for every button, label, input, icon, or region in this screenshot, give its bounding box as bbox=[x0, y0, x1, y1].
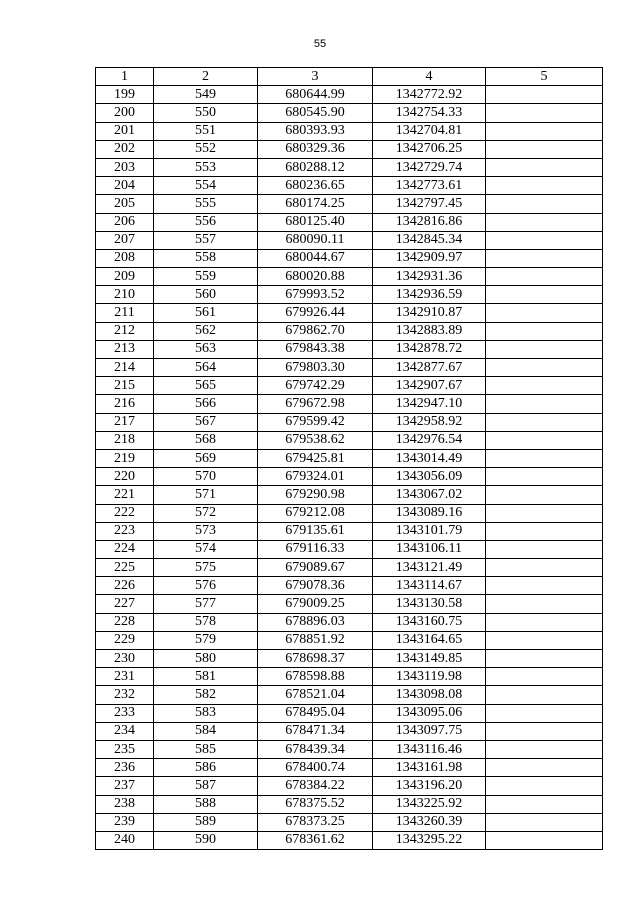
table-cell-col-4: 1342878.72 bbox=[373, 340, 486, 358]
table-cell-col-4: 1342729.74 bbox=[373, 158, 486, 176]
table-cell-col-5 bbox=[486, 359, 603, 377]
table-cell-col-3: 678373.25 bbox=[258, 813, 373, 831]
table-row bbox=[96, 377, 603, 395]
table-cell-col-2: 574 bbox=[154, 540, 258, 558]
table-cell-col-3: 680125.40 bbox=[258, 213, 373, 231]
table-cell-col-5 bbox=[486, 577, 603, 595]
table-cell-col-5 bbox=[486, 559, 603, 577]
table-cell-col-3: 680393.93 bbox=[258, 122, 373, 140]
table-cell-col-2: 590 bbox=[154, 831, 258, 849]
table-cell-col-2: 549 bbox=[154, 86, 258, 104]
table-cell-col-2: 564 bbox=[154, 359, 258, 377]
table-cell-col-4: 1342877.67 bbox=[373, 359, 486, 377]
table-cell-col-3: 680644.99 bbox=[258, 86, 373, 104]
table-cell-col-3: 679993.52 bbox=[258, 286, 373, 304]
table-cell-col-2: 575 bbox=[154, 559, 258, 577]
table-cell-col-3: 680090.11 bbox=[258, 231, 373, 249]
table-cell-col-1: 230 bbox=[96, 650, 154, 668]
table-row bbox=[96, 613, 603, 631]
table-cell-col-2: 555 bbox=[154, 195, 258, 213]
table-cell-col-4: 1342910.87 bbox=[373, 304, 486, 322]
table-cell-col-4: 1343160.75 bbox=[373, 613, 486, 631]
table-row bbox=[96, 177, 603, 195]
coordinates-table bbox=[95, 67, 603, 850]
table-cell-col-2: 554 bbox=[154, 177, 258, 195]
table-cell-col-2: 572 bbox=[154, 504, 258, 522]
table-cell-col-4: 1342772.92 bbox=[373, 86, 486, 104]
table-cell-col-3: 680329.36 bbox=[258, 140, 373, 158]
table-cell-col-5 bbox=[486, 86, 603, 104]
table-cell-col-5 bbox=[486, 177, 603, 195]
table-cell-col-4: 1342704.81 bbox=[373, 122, 486, 140]
table-row bbox=[96, 813, 603, 831]
table-cell-col-4: 1342773.61 bbox=[373, 177, 486, 195]
table-row bbox=[96, 86, 603, 104]
table-cell-col-4: 1343014.49 bbox=[373, 449, 486, 467]
table-cell-col-3: 680174.25 bbox=[258, 195, 373, 213]
table-cell-col-2: 581 bbox=[154, 668, 258, 686]
table-cell-col-2: 558 bbox=[154, 249, 258, 267]
table-cell-col-3: 679135.61 bbox=[258, 522, 373, 540]
table-cell-col-2: 580 bbox=[154, 650, 258, 668]
table-cell-col-3: 680020.88 bbox=[258, 268, 373, 286]
table-cell-col-4: 1343114.67 bbox=[373, 577, 486, 595]
table-cell-col-2: 586 bbox=[154, 759, 258, 777]
table-cell-col-3: 679862.70 bbox=[258, 322, 373, 340]
table-cell-col-1: 200 bbox=[96, 104, 154, 122]
table-cell-col-1: 216 bbox=[96, 395, 154, 413]
column-header-1: 1 bbox=[96, 68, 154, 86]
table-cell-col-1: 208 bbox=[96, 249, 154, 267]
table-row bbox=[96, 104, 603, 122]
table-cell-col-5 bbox=[486, 377, 603, 395]
table-row bbox=[96, 468, 603, 486]
table-row bbox=[96, 158, 603, 176]
table-cell-col-4: 1342936.59 bbox=[373, 286, 486, 304]
table-cell-col-1: 232 bbox=[96, 686, 154, 704]
table-cell-col-3: 679843.38 bbox=[258, 340, 373, 358]
table-cell-col-3: 678495.04 bbox=[258, 704, 373, 722]
table-cell-col-2: 551 bbox=[154, 122, 258, 140]
table-row bbox=[96, 540, 603, 558]
table-cell-col-2: 562 bbox=[154, 322, 258, 340]
table-row bbox=[96, 759, 603, 777]
table-cell-col-5 bbox=[486, 431, 603, 449]
table-cell-col-5 bbox=[486, 831, 603, 849]
table-cell-col-2: 583 bbox=[154, 704, 258, 722]
table-cell-col-1: 224 bbox=[96, 540, 154, 558]
table-cell-col-1: 231 bbox=[96, 668, 154, 686]
table-cell-col-1: 219 bbox=[96, 449, 154, 467]
table-cell-col-1: 205 bbox=[96, 195, 154, 213]
table-cell-col-4: 1343164.65 bbox=[373, 631, 486, 649]
table-cell-col-4: 1343116.46 bbox=[373, 740, 486, 758]
table-cell-col-2: 573 bbox=[154, 522, 258, 540]
table-cell-col-1: 226 bbox=[96, 577, 154, 595]
table-row bbox=[96, 504, 603, 522]
table-cell-col-1: 225 bbox=[96, 559, 154, 577]
table-cell-col-4: 1342931.36 bbox=[373, 268, 486, 286]
table-cell-col-1: 212 bbox=[96, 322, 154, 340]
table-cell-col-5 bbox=[486, 286, 603, 304]
table-cell-col-3: 679926.44 bbox=[258, 304, 373, 322]
table-cell-col-5 bbox=[486, 595, 603, 613]
table-row bbox=[96, 304, 603, 322]
table-cell-col-3: 678361.62 bbox=[258, 831, 373, 849]
table-cell-col-4: 1343098.08 bbox=[373, 686, 486, 704]
table-row bbox=[96, 395, 603, 413]
table-row bbox=[96, 522, 603, 540]
table-cell-col-3: 679672.98 bbox=[258, 395, 373, 413]
table-cell-col-4: 1343119.98 bbox=[373, 668, 486, 686]
table-row bbox=[96, 449, 603, 467]
table-cell-col-3: 679803.30 bbox=[258, 359, 373, 377]
table-cell-col-4: 1343161.98 bbox=[373, 759, 486, 777]
table-cell-col-4: 1342976.54 bbox=[373, 431, 486, 449]
table-cell-col-3: 679599.42 bbox=[258, 413, 373, 431]
table-cell-col-3: 678896.03 bbox=[258, 613, 373, 631]
table-row bbox=[96, 322, 603, 340]
table-cell-col-5 bbox=[486, 777, 603, 795]
table-cell-col-2: 553 bbox=[154, 158, 258, 176]
table-cell-col-1: 210 bbox=[96, 286, 154, 304]
table-cell-col-2: 584 bbox=[154, 722, 258, 740]
table-cell-col-1: 209 bbox=[96, 268, 154, 286]
table-cell-col-5 bbox=[486, 395, 603, 413]
table-cell-col-5 bbox=[486, 322, 603, 340]
table-cell-col-3: 679742.29 bbox=[258, 377, 373, 395]
column-header-5: 5 bbox=[486, 68, 603, 86]
table-row bbox=[96, 340, 603, 358]
table-cell-col-5 bbox=[486, 449, 603, 467]
table-row bbox=[96, 831, 603, 849]
table-cell-col-1: 233 bbox=[96, 704, 154, 722]
table-cell-col-4: 1343121.49 bbox=[373, 559, 486, 577]
table-row bbox=[96, 795, 603, 813]
table-cell-col-2: 578 bbox=[154, 613, 258, 631]
table-cell-col-4: 1343149.85 bbox=[373, 650, 486, 668]
table-row bbox=[96, 195, 603, 213]
table-cell-col-2: 561 bbox=[154, 304, 258, 322]
table-cell-col-4: 1342845.34 bbox=[373, 231, 486, 249]
table-cell-col-2: 588 bbox=[154, 795, 258, 813]
table-cell-col-2: 567 bbox=[154, 413, 258, 431]
table-cell-col-2: 571 bbox=[154, 486, 258, 504]
table-cell-col-1: 206 bbox=[96, 213, 154, 231]
table-cell-col-4: 1342797.45 bbox=[373, 195, 486, 213]
table-cell-col-1: 238 bbox=[96, 795, 154, 813]
table-cell-col-4: 1342909.97 bbox=[373, 249, 486, 267]
table-cell-col-5 bbox=[486, 504, 603, 522]
table-row bbox=[96, 631, 603, 649]
table-cell-col-2: 550 bbox=[154, 104, 258, 122]
table-row bbox=[96, 268, 603, 286]
table-cell-col-5 bbox=[486, 686, 603, 704]
table-cell-col-4: 1343130.58 bbox=[373, 595, 486, 613]
table-cell-col-1: 240 bbox=[96, 831, 154, 849]
table-cell-col-1: 202 bbox=[96, 140, 154, 158]
table-cell-col-2: 560 bbox=[154, 286, 258, 304]
table-cell-col-1: 201 bbox=[96, 122, 154, 140]
table-cell-col-3: 678851.92 bbox=[258, 631, 373, 649]
table-cell-col-3: 678471.34 bbox=[258, 722, 373, 740]
table-cell-col-5 bbox=[486, 104, 603, 122]
table-body bbox=[96, 86, 603, 850]
table-cell-col-5 bbox=[486, 249, 603, 267]
table-row bbox=[96, 431, 603, 449]
table-cell-col-2: 557 bbox=[154, 231, 258, 249]
table-cell-col-5 bbox=[486, 540, 603, 558]
table-cell-col-1: 217 bbox=[96, 413, 154, 431]
table-cell-col-5 bbox=[486, 613, 603, 631]
table-cell-col-5 bbox=[486, 195, 603, 213]
column-header-2: 2 bbox=[154, 68, 258, 86]
table-cell-col-3: 680545.90 bbox=[258, 104, 373, 122]
table-cell-col-1: 199 bbox=[96, 86, 154, 104]
table-cell-col-3: 679116.33 bbox=[258, 540, 373, 558]
table-cell-col-5 bbox=[486, 740, 603, 758]
table-cell-col-3: 679009.25 bbox=[258, 595, 373, 613]
table-cell-col-5 bbox=[486, 468, 603, 486]
table-cell-col-2: 568 bbox=[154, 431, 258, 449]
table-cell-col-2: 577 bbox=[154, 595, 258, 613]
table-cell-col-2: 589 bbox=[154, 813, 258, 831]
table-cell-col-3: 679078.36 bbox=[258, 577, 373, 595]
table-cell-col-4: 1342907.67 bbox=[373, 377, 486, 395]
table-cell-col-1: 207 bbox=[96, 231, 154, 249]
table-cell-col-3: 678698.37 bbox=[258, 650, 373, 668]
table-cell-col-1: 215 bbox=[96, 377, 154, 395]
table-cell-col-1: 221 bbox=[96, 486, 154, 504]
table-cell-col-1: 204 bbox=[96, 177, 154, 195]
table-row bbox=[96, 777, 603, 795]
table-cell-col-3: 679290.98 bbox=[258, 486, 373, 504]
table-cell-col-4: 1342958.92 bbox=[373, 413, 486, 431]
table-cell-col-1: 227 bbox=[96, 595, 154, 613]
table-cell-col-2: 552 bbox=[154, 140, 258, 158]
table-cell-col-3: 678439.34 bbox=[258, 740, 373, 758]
table-cell-col-2: 587 bbox=[154, 777, 258, 795]
table-cell-col-4: 1343225.92 bbox=[373, 795, 486, 813]
table-cell-col-4: 1342706.25 bbox=[373, 140, 486, 158]
table-cell-col-1: 213 bbox=[96, 340, 154, 358]
table-cell-col-5 bbox=[486, 722, 603, 740]
column-header-4: 4 bbox=[373, 68, 486, 86]
table-cell-col-2: 576 bbox=[154, 577, 258, 595]
table-cell-col-3: 680236.65 bbox=[258, 177, 373, 195]
table-row bbox=[96, 686, 603, 704]
table-cell-col-4: 1343196.20 bbox=[373, 777, 486, 795]
table-row bbox=[96, 413, 603, 431]
table-row bbox=[96, 577, 603, 595]
table-cell-col-1: 234 bbox=[96, 722, 154, 740]
table-cell-col-5 bbox=[486, 231, 603, 249]
table-row bbox=[96, 650, 603, 668]
table-row bbox=[96, 140, 603, 158]
table-cell-col-5 bbox=[486, 213, 603, 231]
table-cell-col-5 bbox=[486, 158, 603, 176]
table-cell-col-3: 679089.67 bbox=[258, 559, 373, 577]
table-cell-col-2: 585 bbox=[154, 740, 258, 758]
table-cell-col-5 bbox=[486, 795, 603, 813]
table-cell-col-1: 228 bbox=[96, 613, 154, 631]
table-row bbox=[96, 740, 603, 758]
table-cell-col-1: 236 bbox=[96, 759, 154, 777]
table-cell-col-2: 582 bbox=[154, 686, 258, 704]
table-row bbox=[96, 213, 603, 231]
table-cell-col-4: 1343106.11 bbox=[373, 540, 486, 558]
table-cell-col-4: 1343067.02 bbox=[373, 486, 486, 504]
table-cell-col-2: 566 bbox=[154, 395, 258, 413]
table-row bbox=[96, 486, 603, 504]
table-cell-col-4: 1343089.16 bbox=[373, 504, 486, 522]
table-row bbox=[96, 668, 603, 686]
table-cell-col-1: 214 bbox=[96, 359, 154, 377]
table-cell-col-3: 678521.04 bbox=[258, 686, 373, 704]
table-cell-col-1: 222 bbox=[96, 504, 154, 522]
table-cell-col-3: 680288.12 bbox=[258, 158, 373, 176]
table-row bbox=[96, 704, 603, 722]
table-row bbox=[96, 249, 603, 267]
table-cell-col-5 bbox=[486, 140, 603, 158]
table-cell-col-1: 223 bbox=[96, 522, 154, 540]
table-cell-col-4: 1343295.22 bbox=[373, 831, 486, 849]
table-cell-col-3: 678400.74 bbox=[258, 759, 373, 777]
table-cell-col-3: 678384.22 bbox=[258, 777, 373, 795]
table-row bbox=[96, 559, 603, 577]
table-row bbox=[96, 722, 603, 740]
table-cell-col-2: 563 bbox=[154, 340, 258, 358]
table-cell-col-4: 1343097.75 bbox=[373, 722, 486, 740]
table-cell-col-1: 220 bbox=[96, 468, 154, 486]
table-cell-col-5 bbox=[486, 650, 603, 668]
table-cell-col-3: 679212.08 bbox=[258, 504, 373, 522]
table-cell-col-5 bbox=[486, 340, 603, 358]
table-cell-col-5 bbox=[486, 813, 603, 831]
table-cell-col-4: 1343101.79 bbox=[373, 522, 486, 540]
table-cell-col-5 bbox=[486, 413, 603, 431]
table-cell-col-1: 237 bbox=[96, 777, 154, 795]
table-cell-col-5 bbox=[486, 304, 603, 322]
table-cell-col-3: 679324.01 bbox=[258, 468, 373, 486]
table-header-row bbox=[96, 68, 603, 86]
table-cell-col-3: 678598.88 bbox=[258, 668, 373, 686]
table-cell-col-1: 211 bbox=[96, 304, 154, 322]
table-cell-col-2: 565 bbox=[154, 377, 258, 395]
table-cell-col-3: 680044.67 bbox=[258, 249, 373, 267]
table-cell-col-4: 1342816.86 bbox=[373, 213, 486, 231]
table-cell-col-1: 203 bbox=[96, 158, 154, 176]
table-cell-col-3: 679538.62 bbox=[258, 431, 373, 449]
table-cell-col-4: 1343260.39 bbox=[373, 813, 486, 831]
table-row bbox=[96, 359, 603, 377]
table-row bbox=[96, 286, 603, 304]
table-cell-col-5 bbox=[486, 759, 603, 777]
table-cell-col-5 bbox=[486, 522, 603, 540]
page-number: 55 bbox=[313, 38, 327, 50]
table-cell-col-2: 569 bbox=[154, 449, 258, 467]
table-cell-col-2: 579 bbox=[154, 631, 258, 649]
table-cell-col-3: 679425.81 bbox=[258, 449, 373, 467]
table-row bbox=[96, 231, 603, 249]
table-cell-col-4: 1342754.33 bbox=[373, 104, 486, 122]
table-cell-col-2: 570 bbox=[154, 468, 258, 486]
table-cell-col-1: 218 bbox=[96, 431, 154, 449]
table-cell-col-5 bbox=[486, 122, 603, 140]
column-header-3: 3 bbox=[258, 68, 373, 86]
table-cell-col-4: 1343056.09 bbox=[373, 468, 486, 486]
table-cell-col-4: 1342947.10 bbox=[373, 395, 486, 413]
table-cell-col-1: 229 bbox=[96, 631, 154, 649]
table-cell-col-3: 678375.52 bbox=[258, 795, 373, 813]
table-cell-col-5 bbox=[486, 668, 603, 686]
table-cell-col-5 bbox=[486, 631, 603, 649]
table-cell-col-2: 556 bbox=[154, 213, 258, 231]
table-cell-col-5 bbox=[486, 268, 603, 286]
table-cell-col-5 bbox=[486, 704, 603, 722]
table-cell-col-4: 1342883.89 bbox=[373, 322, 486, 340]
table-row bbox=[96, 595, 603, 613]
table-cell-col-5 bbox=[486, 486, 603, 504]
table-cell-col-2: 559 bbox=[154, 268, 258, 286]
table-cell-col-1: 239 bbox=[96, 813, 154, 831]
table-cell-col-1: 235 bbox=[96, 740, 154, 758]
table-cell-col-4: 1343095.06 bbox=[373, 704, 486, 722]
table-row bbox=[96, 122, 603, 140]
